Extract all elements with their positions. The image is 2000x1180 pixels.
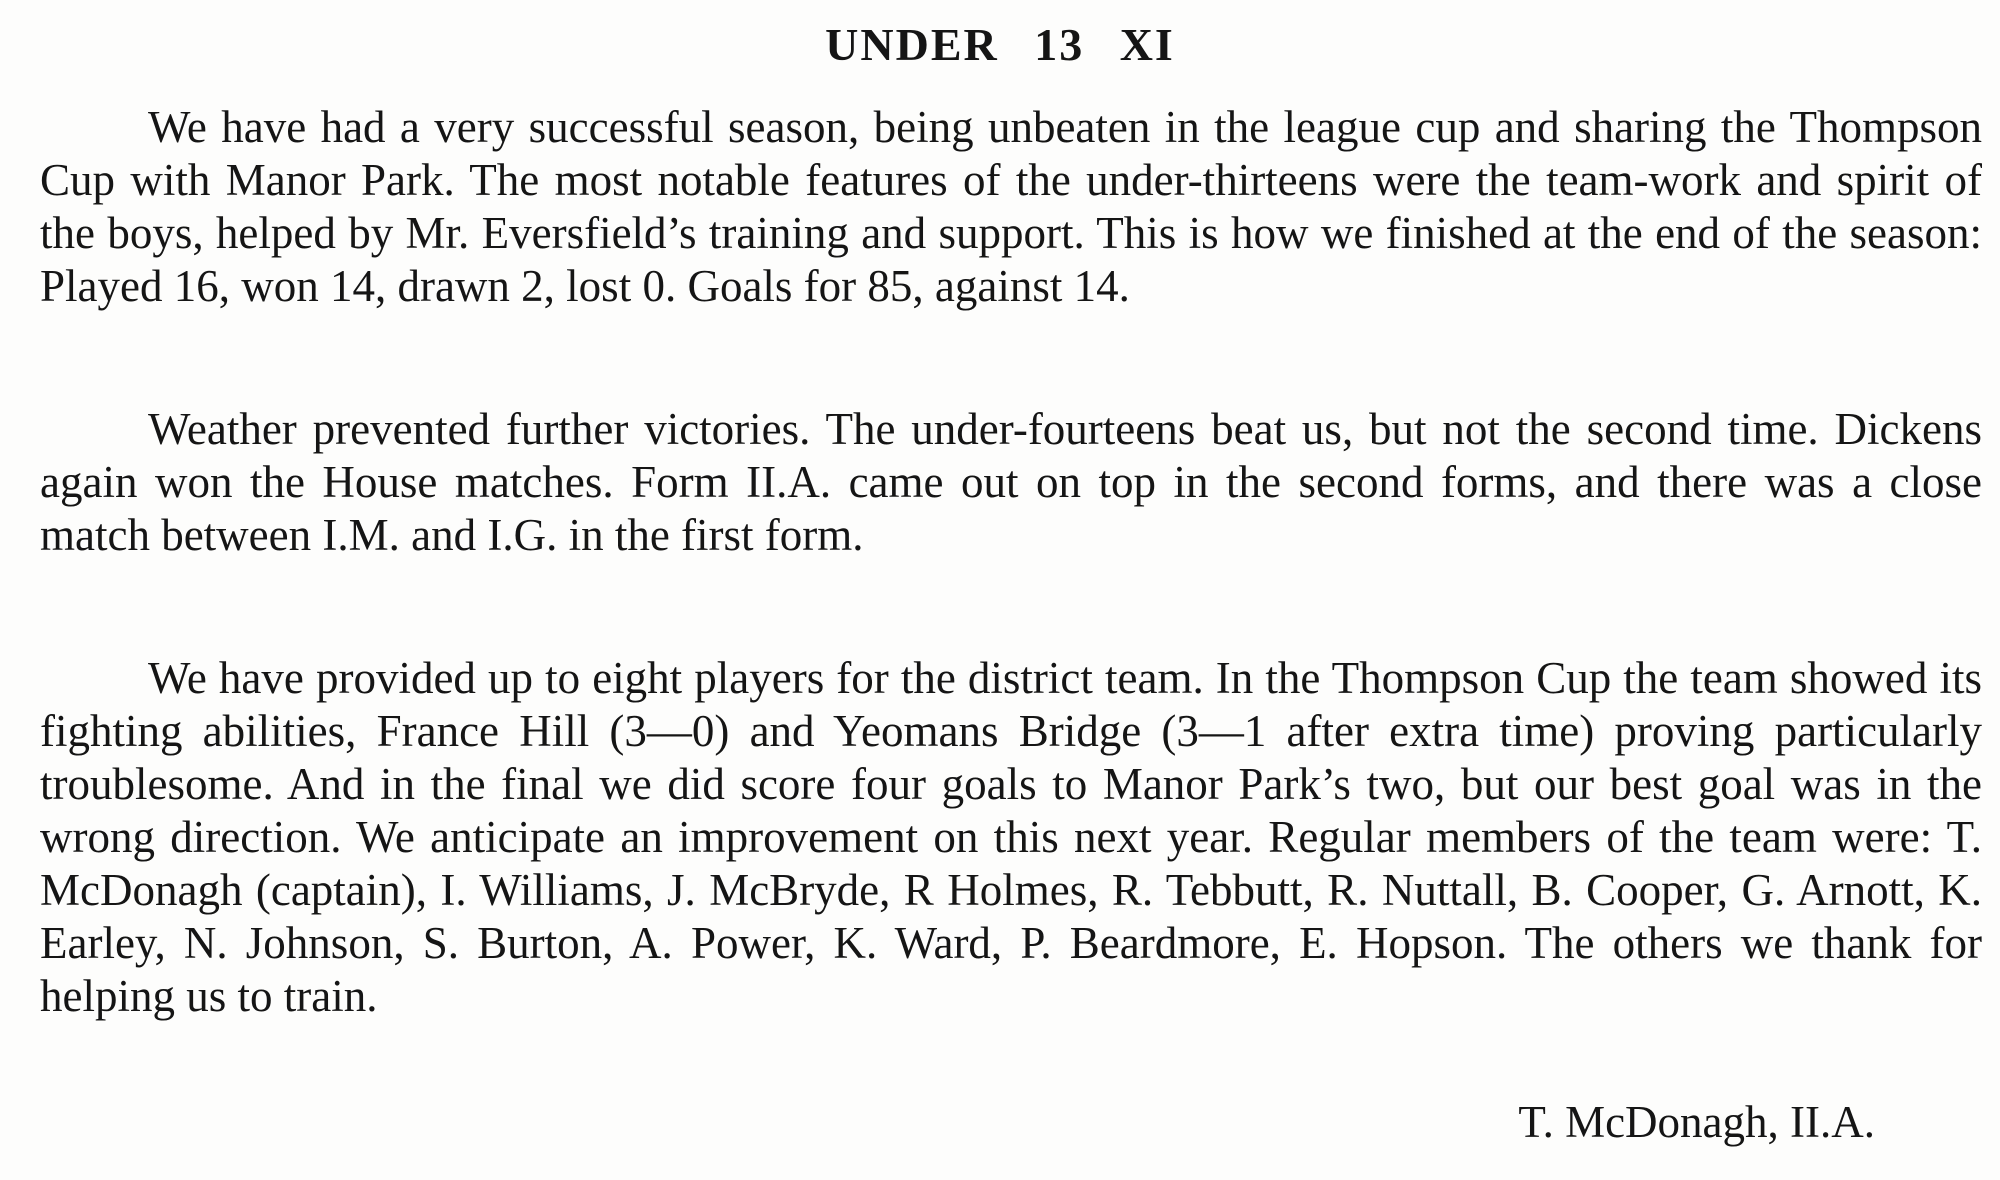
author-signature: T. McDonagh, II.A. (1518, 1097, 1875, 1147)
paragraph-thompson-cup-and-team: We have provided up to eight players for the district team. In the Thompson Cup the team showed its fighting abilities, France Hill (3—0) and Yeomans Bridge (3—1 after extra time) proving particularly troublesome. And in the final we did score four goals to Manor Park’s two, but our best goal was in the wrong direction. We anticipate an improvement on this next year. Regular members of the team were: T. McDonagh (captain), I. Williams, J. McBryde, R Holmes, R. Tebbutt, R. Nuttall, B. Cooper, G. Arnott, K. Earley, N. Johnson, S. Burton, A. Power, K. Ward, P. Beardmore, E. Hopson. The others we thank for helping us to train. (40, 653, 1982, 1021)
page-title: UNDER 13 XI (825, 19, 1175, 70)
paragraph-season-summary: We have had a very successful season, being unbeaten in the league cup and sharing the Thompson Cup with Manor Park. The most notable features of the under-thirteens were the team-work and spirit of the boys, helped by Mr. Eversfield’s training and support. This is how we finished at the end of the season: Played 16, won 14, drawn 2, lost 0. Goals for 85, against 14. (40, 102, 1982, 311)
paragraph-weather-and-house-matches: Weather prevented further victories. The under-fourteens beat us, but not the second time. Dickens again won the House matches. Form II.A. came out on top in the second forms, and there was a close match between I.M. and I.G. in the first form. (40, 404, 1982, 560)
